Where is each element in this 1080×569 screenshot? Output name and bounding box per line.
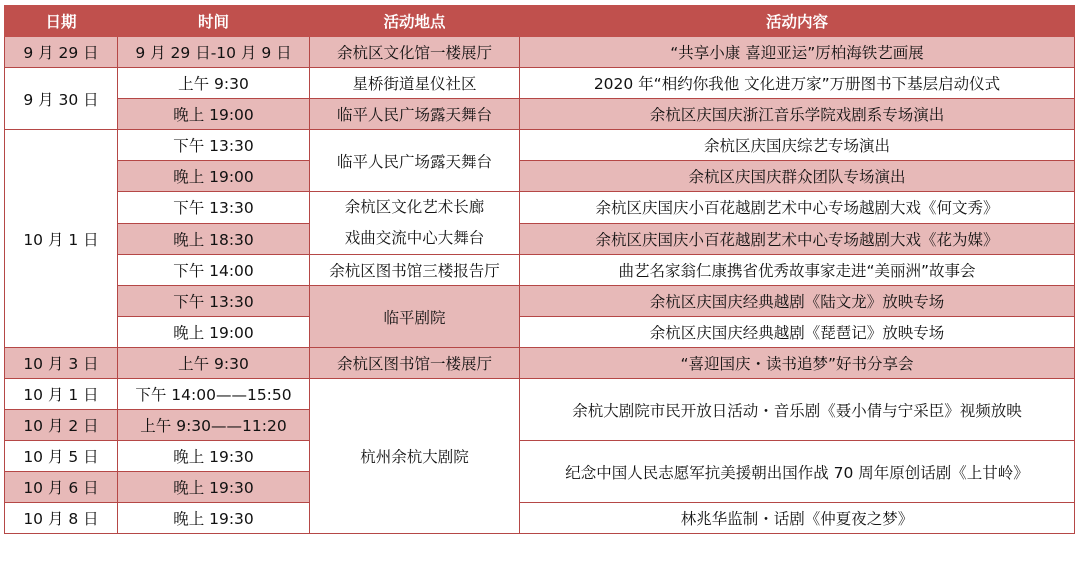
- content-cell: 曲艺名家翁仁康携省优秀故事家走进“美丽洲”故事会: [520, 255, 1075, 286]
- venue-cell: 余杭区图书馆三楼报告厅: [310, 255, 520, 286]
- header-date: 日期: [5, 6, 118, 37]
- venue-cell-stacked: [310, 192, 520, 255]
- table-row: [5, 37, 1075, 68]
- content-cell: 余杭大剧院市民开放日活动・音乐剧《聂小倩与宁采臣》视频放映: [520, 379, 1075, 441]
- content-cell: 2020 年“相约你我他 文化进万家”万册图书下基层启动仪式: [520, 68, 1075, 99]
- time-cell: 上午 9:30: [118, 68, 310, 99]
- time-cell: 晚上 19:30: [118, 503, 310, 534]
- table-row: [5, 223, 1075, 255]
- table-row: [5, 379, 1075, 410]
- time-cell: 下午 13:30: [118, 286, 310, 317]
- header-time: 时间: [118, 6, 310, 37]
- header-row: [5, 6, 1075, 37]
- time-cell: 上午 9:30: [118, 348, 310, 379]
- table-row: [5, 503, 1075, 534]
- venue-cell: 临平人民广场露天舞台: [310, 99, 520, 130]
- time-cell: 9 月 29 日-10 月 9 日: [118, 37, 310, 68]
- time-cell: 晚上 19:30: [118, 441, 310, 472]
- time-cell: 上午 9:30——11:20: [118, 410, 310, 441]
- content-cell: 纪念中国人民志愿军抗美援朝出国作战 70 周年原创话剧《上甘岭》: [520, 441, 1075, 503]
- table-row: [5, 99, 1075, 130]
- table-row: [5, 317, 1075, 348]
- content-cell: “共享小康 喜迎亚运”厉柏海铁艺画展: [520, 37, 1075, 68]
- venue-cell: 杭州余杭大剧院: [310, 379, 520, 534]
- content-cell: 林兆华监制・话剧《仲夏夜之梦》: [520, 503, 1075, 534]
- content-cell: 余杭区庆国庆综艺专场演出: [520, 130, 1075, 161]
- date-cell: 9 月 29 日: [5, 37, 118, 68]
- time-cell: 下午 14:00——15:50: [118, 379, 310, 410]
- content-cell: 余杭区庆国庆经典越剧《陆文龙》放映专场: [520, 286, 1075, 317]
- content-cell: 余杭区庆国庆浙江音乐学院戏剧系专场演出: [520, 99, 1075, 130]
- time-cell: 晚上 18:30: [118, 223, 310, 255]
- date-cell: 10 月 3 日: [5, 348, 118, 379]
- date-cell: 10 月 6 日: [5, 472, 118, 503]
- date-cell: 10 月 2 日: [5, 410, 118, 441]
- table-row: [5, 161, 1075, 192]
- date-cell: 10 月 1 日: [5, 379, 118, 410]
- table-row: [5, 286, 1075, 317]
- date-cell: 10 月 1 日: [5, 130, 118, 348]
- time-cell: 下午 13:30: [118, 192, 310, 224]
- content-cell: 余杭区庆国庆小百花越剧艺术中心专场越剧大戏《花为媒》: [520, 223, 1075, 255]
- content-cell: 余杭区庆国庆经典越剧《琵琶记》放映专场: [520, 317, 1075, 348]
- venue-cell: 余杭区图书馆一楼展厅: [310, 348, 520, 379]
- table-row: [5, 255, 1075, 286]
- time-cell: 下午 13:30: [118, 130, 310, 161]
- header-venue: 活动地点: [310, 6, 520, 37]
- table-row: [5, 192, 1075, 224]
- time-cell: 晚上 19:00: [118, 161, 310, 192]
- content-cell: 余杭区庆国庆群众团队专场演出: [520, 161, 1075, 192]
- time-cell: 下午 14:00: [118, 255, 310, 286]
- venue-cell: 临平剧院: [310, 286, 520, 348]
- venue-line: 余杭区文化艺术长廊: [344, 198, 485, 216]
- table-row: [5, 348, 1075, 379]
- table-row: [5, 130, 1075, 161]
- venue-line: 戏曲交流中心大舞台: [344, 229, 485, 247]
- time-cell: 晚上 19:30: [118, 472, 310, 503]
- venue-cell: 星桥街道星仪社区: [310, 68, 520, 99]
- venue-cell: 余杭区文化馆一楼展厅: [310, 37, 520, 68]
- header-content: 活动内容: [520, 6, 1075, 37]
- time-cell: 晚上 19:00: [118, 317, 310, 348]
- date-cell: 10 月 5 日: [5, 441, 118, 472]
- date-cell: 9 月 30 日: [5, 68, 118, 130]
- table-row: [5, 68, 1075, 99]
- time-cell: 晚上 19:00: [118, 99, 310, 130]
- content-cell: “喜迎国庆・读书追梦”好书分享会: [520, 348, 1075, 379]
- table-row: [5, 441, 1075, 472]
- event-schedule-table: [4, 5, 1075, 534]
- date-cell: 10 月 8 日: [5, 503, 118, 534]
- venue-cell: 临平人民广场露天舞台: [310, 130, 520, 192]
- content-cell: 余杭区庆国庆小百花越剧艺术中心专场越剧大戏《何文秀》: [520, 192, 1075, 224]
